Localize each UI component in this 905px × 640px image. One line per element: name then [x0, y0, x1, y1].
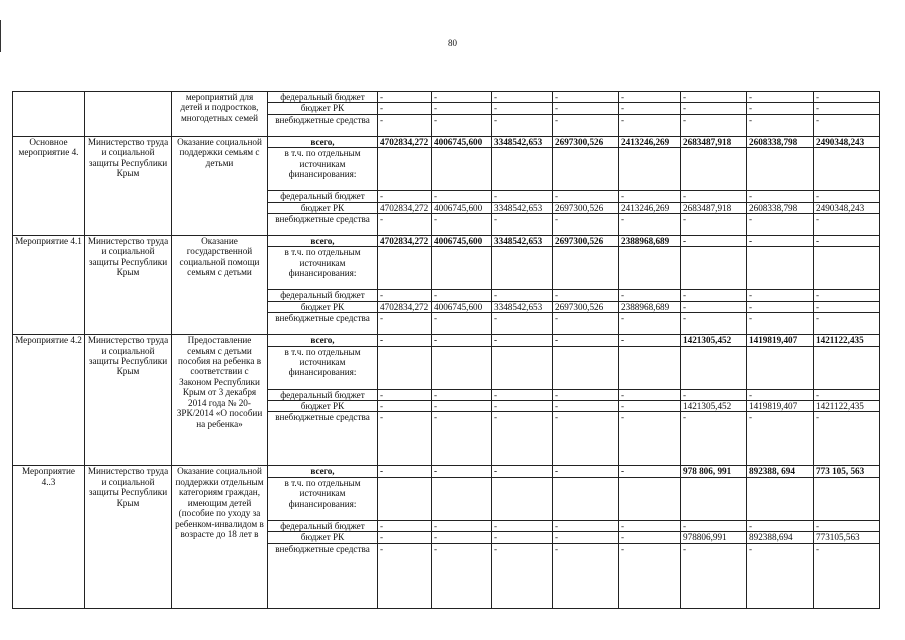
value-cell: -	[747, 103, 814, 114]
value-cell: -	[619, 114, 681, 136]
value-cell: -	[619, 191, 681, 202]
value-cell: -	[619, 532, 681, 543]
value-cell: -	[492, 114, 553, 136]
value-cell: -	[553, 335, 619, 346]
value-cell: -	[553, 520, 619, 531]
value-cell: -	[814, 236, 880, 247]
value-cell: -	[378, 114, 432, 136]
value-cell: -	[814, 301, 880, 312]
value-cell: -	[432, 290, 492, 301]
value-cell: -	[747, 236, 814, 247]
value-cell: 1421305,452	[681, 335, 747, 346]
empty-cell	[747, 148, 814, 191]
source-label-rk: бюджет РК	[268, 532, 378, 543]
source-label-ext: внебюджетные средства	[268, 214, 378, 236]
empty-cell	[619, 477, 681, 520]
source-label-rk: бюджет РК	[268, 202, 378, 213]
value-cell: -	[553, 290, 619, 301]
value-cell: 4702834,272	[378, 136, 432, 147]
value-cell: 2608338,798	[747, 136, 814, 147]
value-cell: -	[378, 191, 432, 202]
value-cell: -	[681, 313, 747, 335]
value-cell: -	[681, 236, 747, 247]
empty-cell	[553, 247, 619, 290]
empty-cell	[814, 148, 880, 191]
value-cell: -	[553, 103, 619, 114]
source-label: федеральный бюджет	[268, 92, 378, 103]
empty-cell	[432, 247, 492, 290]
value-cell: -	[492, 103, 553, 114]
value-cell: -	[747, 412, 814, 466]
value-cell: -	[432, 466, 492, 477]
value-cell: 892388,694	[747, 532, 814, 543]
value-cell: -	[814, 520, 880, 531]
value-cell: 1421122,435	[814, 335, 880, 346]
value-cell: -	[432, 114, 492, 136]
value-cell: -	[747, 520, 814, 531]
value-cell: -	[747, 92, 814, 103]
value-cell: -	[432, 412, 492, 466]
executor-cell	[85, 92, 172, 137]
empty-cell	[492, 247, 553, 290]
event-name-cell: Мероприятие 4.2	[13, 335, 85, 466]
executor-cell: Министерство труда и социальной защиты Республики Крым	[85, 136, 172, 235]
source-label-total: всего,	[268, 466, 378, 477]
value-cell: -	[553, 412, 619, 466]
value-cell: -	[492, 466, 553, 477]
value-cell: -	[378, 103, 432, 114]
value-cell: 2490348,243	[814, 136, 880, 147]
source-label-rk: бюджет РК	[268, 401, 378, 412]
value-cell: -	[681, 92, 747, 103]
empty-cell	[747, 477, 814, 520]
value-cell: 4006745,600	[432, 202, 492, 213]
budget-table	[12, 91, 880, 609]
value-cell: -	[553, 92, 619, 103]
value-cell: -	[492, 191, 553, 202]
value-cell: -	[619, 92, 681, 103]
value-cell: -	[619, 543, 681, 608]
event-name-cell: Мероприятие 4.1	[13, 236, 85, 335]
value-cell: -	[378, 466, 432, 477]
budget-table-body	[13, 92, 880, 609]
description-cell: Оказание государственной социальной помощи семьям с детьми	[172, 236, 268, 335]
value-cell: -	[492, 214, 553, 236]
value-cell: -	[747, 191, 814, 202]
value-cell: -	[814, 114, 880, 136]
value-cell: -	[681, 520, 747, 531]
value-cell: 773 105, 563	[814, 466, 880, 477]
value-cell: -	[432, 335, 492, 346]
empty-cell	[681, 148, 747, 191]
value-cell: -	[619, 466, 681, 477]
value-cell: 1421122,435	[814, 401, 880, 412]
value-cell: -	[681, 290, 747, 301]
empty-cell	[814, 247, 880, 290]
source-label-fed: федеральный бюджет	[268, 191, 378, 202]
value-cell: 2388968,689	[619, 236, 681, 247]
value-cell: -	[814, 313, 880, 335]
value-cell: -	[619, 103, 681, 114]
value-cell: -	[432, 543, 492, 608]
empty-cell	[378, 477, 432, 520]
value-cell: -	[747, 114, 814, 136]
value-cell: -	[492, 92, 553, 103]
value-cell: -	[378, 532, 432, 543]
value-cell: 892388, 694	[747, 466, 814, 477]
source-label-fed: федеральный бюджет	[268, 389, 378, 400]
source-label-ext: внебюджетные средства	[268, 412, 378, 466]
value-cell: -	[619, 313, 681, 335]
value-cell: 1421305,452	[681, 401, 747, 412]
value-cell: -	[619, 290, 681, 301]
value-cell: -	[814, 214, 880, 236]
empty-cell	[619, 346, 681, 389]
value-cell: -	[378, 92, 432, 103]
source-label-ext: внебюджетные средства	[268, 543, 378, 608]
value-cell: -	[747, 313, 814, 335]
source-label: внебюджетные средства	[268, 114, 378, 136]
executor-cell: Министерство труда и социальной защиты Республики Крым	[85, 335, 172, 466]
empty-cell	[378, 247, 432, 290]
empty-cell	[492, 148, 553, 191]
value-cell: 2683487,918	[681, 136, 747, 147]
page-number: 80	[448, 38, 457, 48]
value-cell: -	[492, 313, 553, 335]
value-cell: -	[619, 335, 681, 346]
value-cell: -	[432, 389, 492, 400]
empty-cell	[492, 477, 553, 520]
value-cell: -	[619, 214, 681, 236]
empty-cell	[378, 346, 432, 389]
value-cell: -	[378, 543, 432, 608]
description-cell: Оказание социальной поддержки отдельным категориям граждан, имеющим детей (пособие по уходу за ребенком-инвалидом в возрасте до 18 лет в	[172, 466, 268, 608]
empty-cell	[681, 477, 747, 520]
empty-cell	[747, 346, 814, 389]
value-cell: 2490348,243	[814, 202, 880, 213]
value-cell: -	[814, 103, 880, 114]
source-label: бюджет РК	[268, 103, 378, 114]
value-cell: 4702834,272	[378, 236, 432, 247]
value-cell: -	[619, 520, 681, 531]
value-cell: -	[747, 214, 814, 236]
value-cell: 4006745,600	[432, 136, 492, 147]
source-label-ext: внебюджетные средства	[268, 313, 378, 335]
table-row	[13, 236, 880, 247]
empty-cell	[681, 346, 747, 389]
event-name-cell: Основное мероприятие 4.	[13, 136, 85, 235]
table-row	[13, 466, 880, 477]
value-cell: -	[681, 301, 747, 312]
value-cell: -	[378, 290, 432, 301]
value-cell: 3348542,653	[492, 202, 553, 213]
value-cell: -	[814, 412, 880, 466]
value-cell: -	[553, 543, 619, 608]
value-cell: -	[432, 92, 492, 103]
value-cell: -	[378, 401, 432, 412]
value-cell: -	[492, 401, 553, 412]
value-cell: -	[619, 412, 681, 466]
value-cell: -	[492, 520, 553, 531]
value-cell: 773105,563	[814, 532, 880, 543]
value-cell: -	[492, 335, 553, 346]
value-cell: -	[378, 313, 432, 335]
empty-cell	[814, 346, 880, 389]
value-cell: -	[619, 401, 681, 412]
value-cell: -	[814, 92, 880, 103]
value-cell: -	[553, 313, 619, 335]
value-cell: -	[378, 214, 432, 236]
source-label-fed: федеральный бюджет	[268, 290, 378, 301]
value-cell: 4702834,272	[378, 202, 432, 213]
value-cell: -	[432, 313, 492, 335]
value-cell: -	[747, 389, 814, 400]
source-label-total: всего,	[268, 335, 378, 346]
value-cell: -	[492, 389, 553, 400]
value-cell: -	[553, 532, 619, 543]
value-cell: -	[553, 389, 619, 400]
source-label-total: всего,	[268, 236, 378, 247]
empty-cell	[553, 148, 619, 191]
value-cell: 978806,991	[681, 532, 747, 543]
value-cell: 2683487,918	[681, 202, 747, 213]
empty-cell	[681, 247, 747, 290]
value-cell: -	[492, 290, 553, 301]
value-cell: -	[681, 103, 747, 114]
empty-cell	[432, 148, 492, 191]
value-cell: -	[681, 389, 747, 400]
empty-cell	[814, 477, 880, 520]
value-cell: -	[432, 532, 492, 543]
empty-cell	[492, 346, 553, 389]
source-label-incl: в т.ч. по отдельным источникам финансирования:	[268, 477, 378, 520]
value-cell: 3348542,653	[492, 236, 553, 247]
value-cell: -	[378, 389, 432, 400]
value-cell: -	[553, 214, 619, 236]
description-cell: Предоставление семьям с детьми пособия на ребенка в соответствии с Законом Республики Крым от 3 декабря 2014 года № 20-ЗРК/2014 «О пособии на ребенка»	[172, 335, 268, 466]
value-cell: 2388968,689	[619, 301, 681, 312]
source-label-total: всего,	[268, 136, 378, 147]
value-cell: -	[432, 214, 492, 236]
value-cell: -	[492, 412, 553, 466]
value-cell: 2697300,526	[553, 136, 619, 147]
value-cell: -	[814, 543, 880, 608]
value-cell: -	[747, 301, 814, 312]
empty-cell	[432, 346, 492, 389]
table-row	[13, 136, 880, 147]
value-cell: 2413246,269	[619, 202, 681, 213]
value-cell: 2413246,269	[619, 136, 681, 147]
table-row	[13, 92, 880, 103]
value-cell: -	[814, 191, 880, 202]
empty-cell	[619, 247, 681, 290]
value-cell: -	[492, 532, 553, 543]
value-cell: -	[681, 543, 747, 608]
empty-cell	[432, 477, 492, 520]
empty-cell	[747, 247, 814, 290]
empty-cell	[378, 148, 432, 191]
value-cell: 3348542,653	[492, 136, 553, 147]
value-cell: -	[681, 214, 747, 236]
value-cell: 4006745,600	[432, 301, 492, 312]
value-cell: -	[814, 389, 880, 400]
empty-cell	[553, 477, 619, 520]
description-cell: Оказание социальной поддержки семьям с детьми	[172, 136, 268, 235]
value-cell: 2697300,526	[553, 236, 619, 247]
value-cell: 4702834,272	[378, 301, 432, 312]
value-cell: -	[553, 401, 619, 412]
source-label-incl: в т.ч. по отдельным источникам финансирования:	[268, 148, 378, 191]
value-cell: -	[432, 520, 492, 531]
value-cell: -	[378, 412, 432, 466]
event-name-cell: Мероприятие 4..3	[13, 466, 85, 608]
description-cell: мероприятий для детей и подростков, многодетных семей	[172, 92, 268, 137]
value-cell: 978 806, 991	[681, 466, 747, 477]
value-cell: -	[553, 466, 619, 477]
value-cell: 1419819,407	[747, 335, 814, 346]
executor-cell: Министерство труда и социальной защиты Республики Крым	[85, 236, 172, 335]
value-cell: -	[492, 543, 553, 608]
value-cell: -	[378, 520, 432, 531]
empty-cell	[619, 148, 681, 191]
value-cell: 3348542,653	[492, 301, 553, 312]
empty-cell	[553, 346, 619, 389]
source-label-fed: федеральный бюджет	[268, 520, 378, 531]
source-label-incl: в т.ч. по отдельным источникам финансирования:	[268, 247, 378, 290]
executor-cell: Министерство труда и социальной защиты Республики Крым	[85, 466, 172, 608]
value-cell: -	[619, 389, 681, 400]
value-cell: -	[747, 290, 814, 301]
value-cell: 1419819,407	[747, 401, 814, 412]
value-cell: -	[553, 191, 619, 202]
value-cell: -	[378, 335, 432, 346]
value-cell: -	[681, 412, 747, 466]
value-cell: -	[432, 191, 492, 202]
source-label-incl: в т.ч. по отдельным источникам финансирования:	[268, 346, 378, 389]
source-label-rk: бюджет РК	[268, 301, 378, 312]
value-cell: -	[432, 103, 492, 114]
value-cell: -	[553, 114, 619, 136]
value-cell: 4006745,600	[432, 236, 492, 247]
value-cell: -	[432, 401, 492, 412]
value-cell: -	[681, 114, 747, 136]
value-cell: 2697300,526	[553, 202, 619, 213]
table-row	[13, 335, 880, 346]
value-cell: 2697300,526	[553, 301, 619, 312]
value-cell: -	[747, 543, 814, 608]
value-cell: 2608338,798	[747, 202, 814, 213]
value-cell: -	[814, 290, 880, 301]
value-cell: -	[681, 191, 747, 202]
name-cell	[13, 92, 85, 137]
